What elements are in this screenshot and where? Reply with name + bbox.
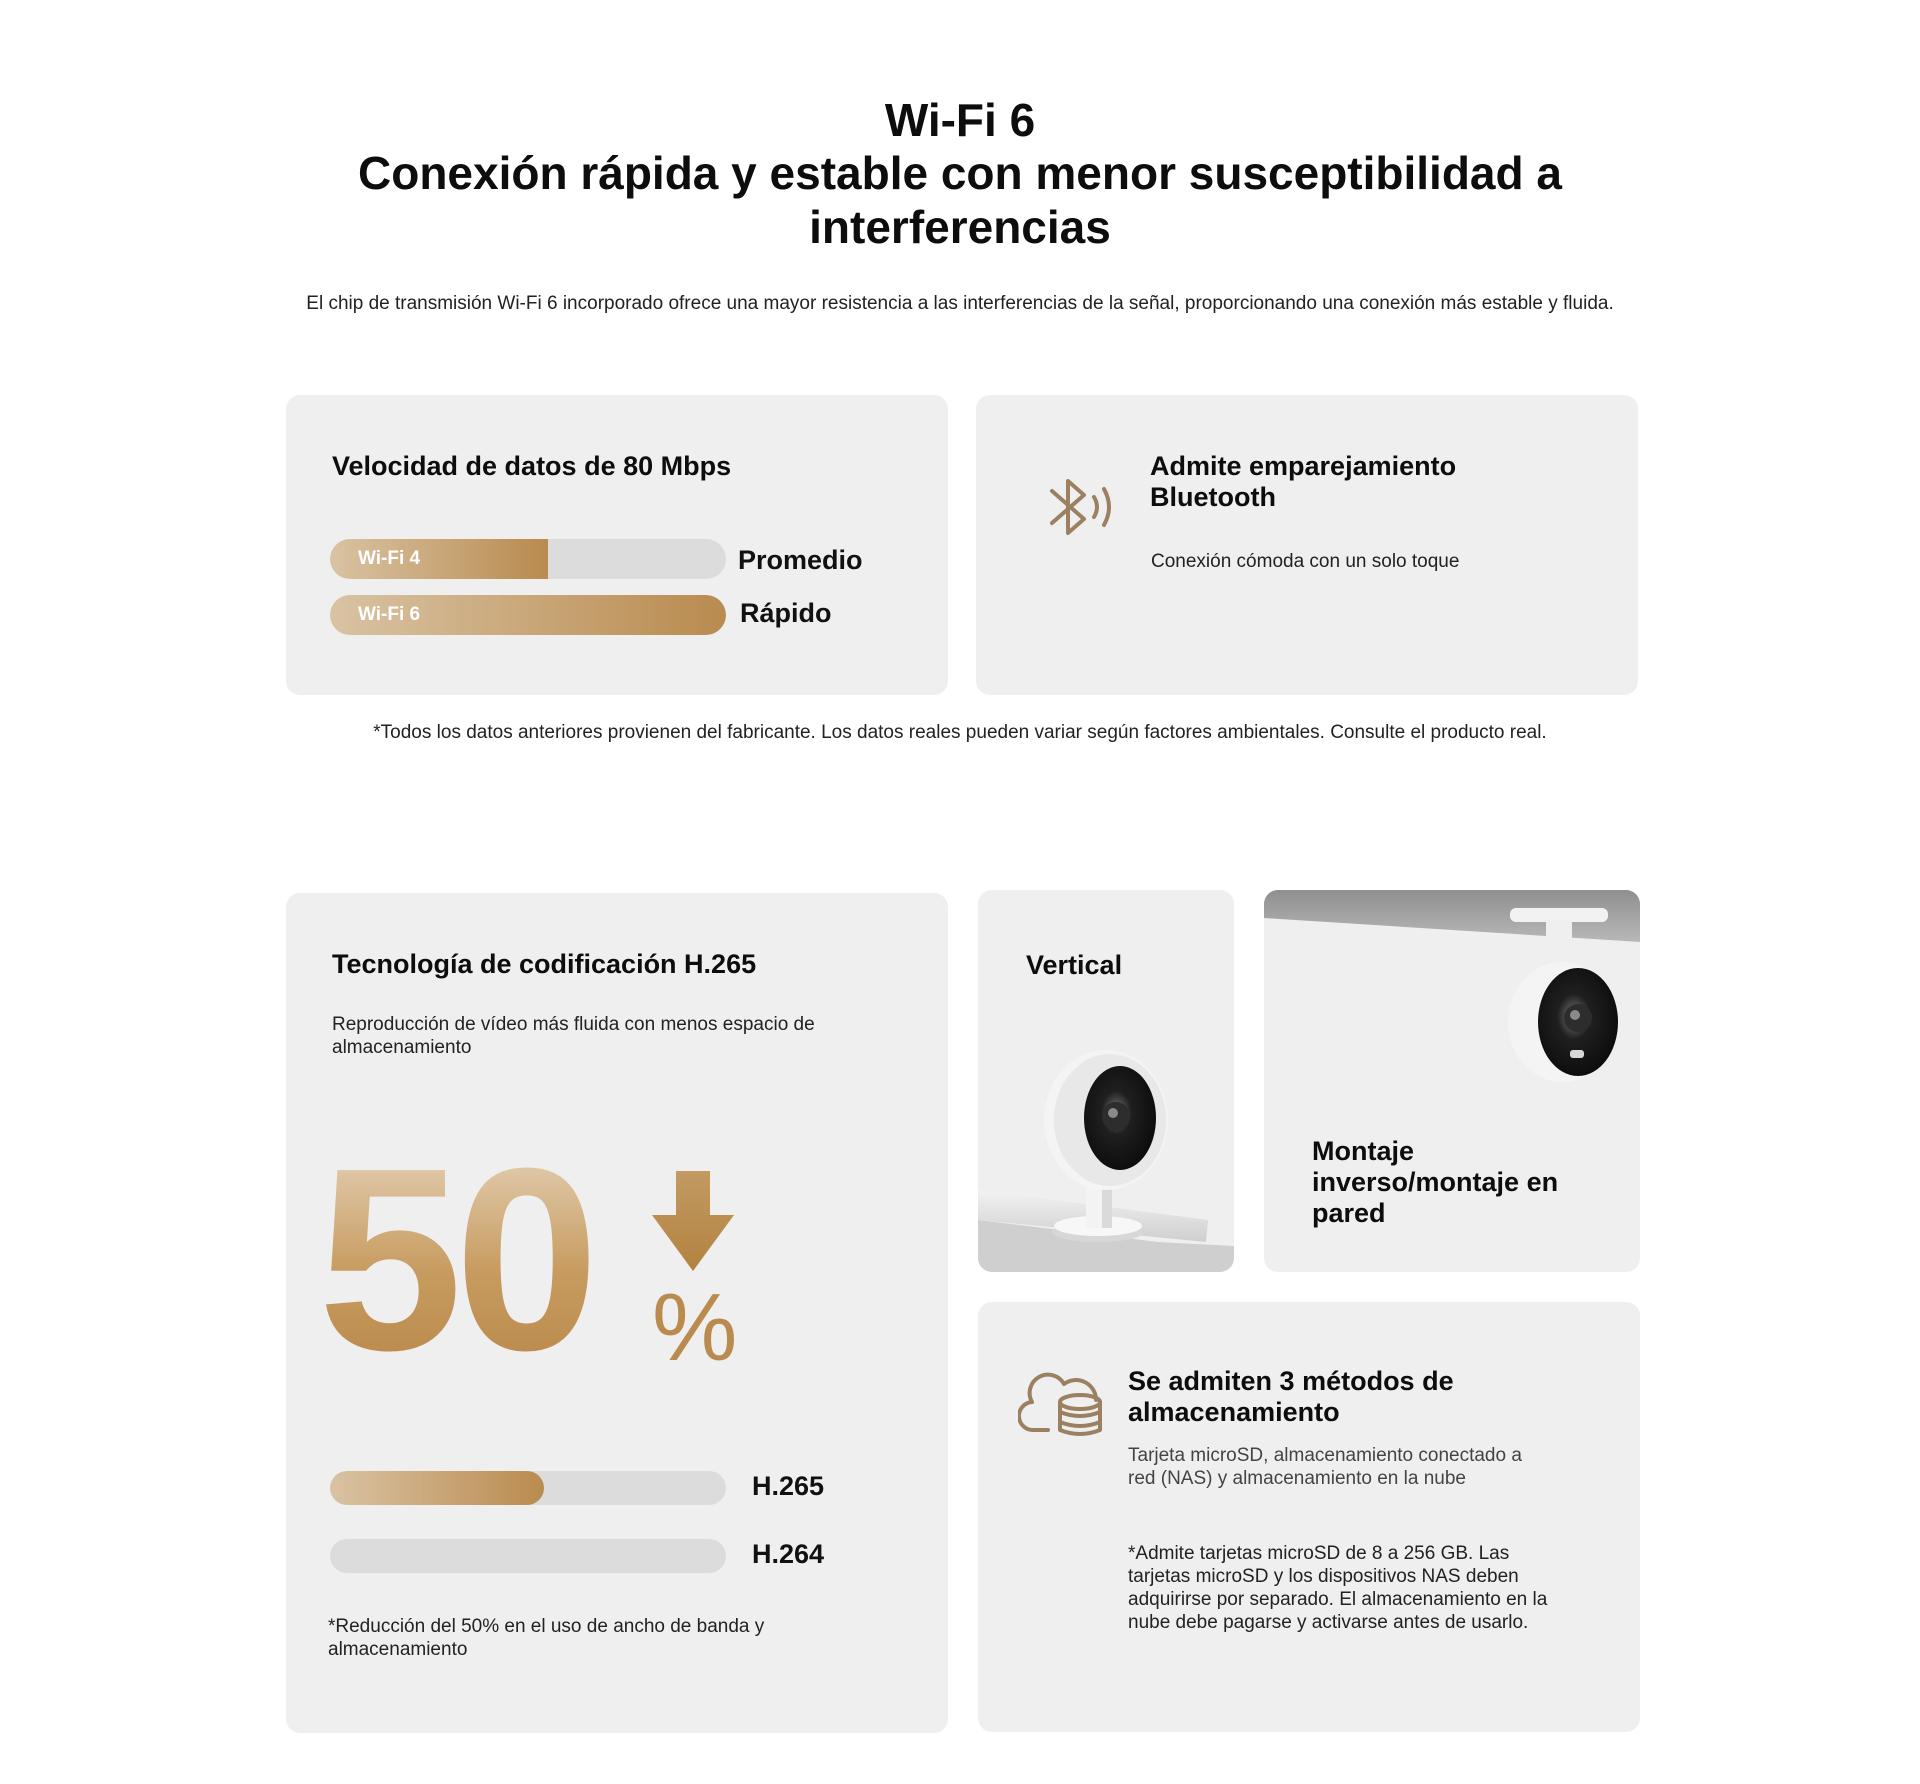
h265-bar-label: H.265 [752, 1471, 825, 1501]
vertical-card-title: Vertical [1026, 950, 1123, 980]
storage-card-note: *Admite tarjetas microSD de 8 a 256 GB. Las tarjetas microSD y los dispositivos NAS deben adquirirse por separado. El almacenamiento en la nube debe pagarse y activarse antes de usarlo. [1128, 1543, 1548, 1633]
wifi4-result: Promedio [738, 545, 863, 575]
h265-card-text: Reproducción de vídeo más fluida con menos espacio de almacenamiento [332, 1014, 815, 1058]
bluetooth-card [976, 395, 1638, 695]
vertical-card [978, 890, 1234, 1272]
bluetooth-card-title: Admite emparejamiento Bluetooth [1150, 451, 1457, 512]
hero-subtitle: Conexión rápida y estable con menor susceptibilidad a interferencias [358, 147, 1562, 253]
h264-bar [330, 1539, 726, 1573]
h264-bar-label: H.264 [752, 1539, 825, 1569]
wifi4-bar [330, 539, 726, 579]
storage-card-text: Tarjeta microSD, almacenamiento conectado a red (NAS) y almacenamiento en la nube [1128, 1445, 1522, 1489]
storage-card-title: Se admiten 3 métodos de almacenamiento [1128, 1366, 1454, 1427]
bluetooth-card-text: Conexión cómoda con un solo toque [1151, 551, 1460, 572]
h265-card-title: Tecnología de codificación H.265 [332, 949, 757, 979]
speed-card [286, 395, 948, 695]
disclaimer-footnote: *Todos los datos anteriores provienen del fabricante. Los datos reales pueden variar según factores ambientales. Consulte el producto real. [373, 722, 1547, 743]
wifi6-bar-label: Wi-Fi 6 [358, 604, 421, 625]
h265-bar [330, 1471, 726, 1505]
big-fifty-number: 50 [318, 1115, 592, 1405]
wifi6-bar [330, 595, 726, 635]
hero-title: Wi-Fi 6 [884, 94, 1036, 146]
wifi4-bar-label: Wi-Fi 4 [358, 548, 421, 569]
wifi6-result: Rápido [740, 598, 832, 628]
hero-description: El chip de transmisión Wi-Fi 6 incorporado ofrece una mayor resistencia a las interferencias de la señal, proporcionando una conexión más estable y fluida. [306, 293, 1614, 314]
h265-card-note: *Reducción del 50% en el uso de ancho de banda y almacenamiento [328, 1616, 765, 1660]
camera-ceiling-illustration [1264, 890, 1640, 1090]
speed-card-title: Velocidad de datos de 80 Mbps [332, 451, 732, 481]
storage-card [978, 1302, 1640, 1732]
percent-sign: % [652, 1274, 738, 1381]
cloud-storage-icon [1018, 1360, 1106, 1440]
mount-card-title: Montaje inverso/montaje en pared [1312, 1136, 1559, 1228]
arrow-down-icon [652, 1171, 734, 1271]
camera-desk-illustration [978, 1020, 1234, 1272]
bluetooth-icon [1042, 467, 1122, 547]
h265-bar-fill [330, 1471, 544, 1505]
mount-card [1264, 890, 1640, 1272]
